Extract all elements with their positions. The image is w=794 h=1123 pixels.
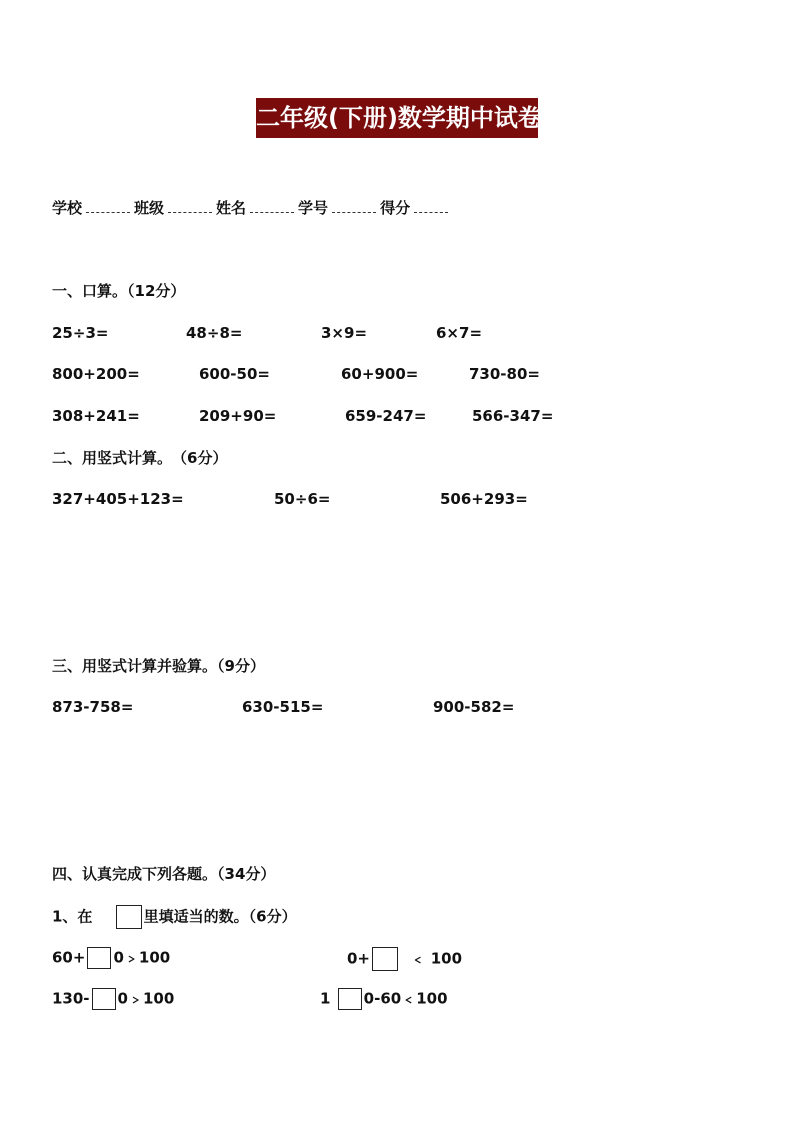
section4-heading: 四、认真完成下列各题。（34分） bbox=[52, 865, 276, 883]
fill-in-right: 0﹥100 bbox=[117, 989, 175, 1008]
question1-suffix: 里填适当的数。（6分） bbox=[143, 907, 297, 926]
fill-in-right: ﹤ 100 bbox=[410, 949, 463, 968]
mental-math-item: 659-247= bbox=[345, 407, 427, 425]
number-blank[interactable] bbox=[332, 200, 376, 213]
question1-instruction bbox=[52, 905, 297, 929]
vertical-calc-item: 506+293= bbox=[440, 490, 528, 508]
mental-math-item: 209+90= bbox=[199, 407, 277, 425]
fill-in-left: 60+ bbox=[52, 948, 86, 967]
vertical-calc-item: 50÷6= bbox=[274, 490, 331, 508]
fill-in-item bbox=[52, 947, 170, 969]
mental-math-item: 308+241= bbox=[52, 407, 140, 425]
section3-heading: 三、用竖式计算并验算。（9分） bbox=[52, 657, 265, 675]
name-label: 姓名 bbox=[216, 199, 247, 217]
mental-math-item: 25÷3= bbox=[52, 324, 109, 342]
check-calc-item: 900-582= bbox=[433, 698, 515, 716]
answer-box[interactable] bbox=[92, 988, 116, 1010]
score-blank[interactable] bbox=[414, 200, 448, 213]
check-calc-item: 873-758= bbox=[52, 698, 134, 716]
class-blank[interactable] bbox=[168, 200, 212, 213]
page-title: 二年级(下册)数学期中试卷 bbox=[256, 98, 538, 138]
section2-heading: 二、用竖式计算。 （6分） bbox=[52, 449, 228, 467]
mental-math-item: 800+200= bbox=[52, 365, 140, 383]
name-blank[interactable] bbox=[250, 200, 294, 213]
fill-in-item bbox=[52, 988, 174, 1010]
fill-in-item bbox=[320, 988, 448, 1010]
school-blank[interactable] bbox=[86, 200, 130, 213]
mental-math-item: 6×7= bbox=[436, 324, 483, 342]
class-label: 班级 bbox=[134, 199, 165, 217]
fill-in-left: 0+ bbox=[347, 949, 371, 968]
mental-math-item: 48÷8= bbox=[186, 324, 243, 342]
answer-box[interactable] bbox=[372, 947, 398, 971]
mental-math-item: 730-80= bbox=[469, 365, 540, 383]
mental-math-item: 600-50= bbox=[199, 365, 270, 383]
question1-prefix: 1、在 bbox=[52, 907, 93, 926]
fill-in-right: 0﹥100 bbox=[113, 948, 171, 967]
check-calc-item: 630-515= bbox=[242, 698, 324, 716]
fill-in-item bbox=[347, 947, 462, 971]
answer-box[interactable] bbox=[338, 988, 362, 1010]
fill-in-left: 130- bbox=[52, 989, 90, 1008]
mental-math-item: 566-347= bbox=[472, 407, 554, 425]
score-label: 得分 bbox=[380, 199, 411, 217]
answer-box[interactable] bbox=[87, 947, 111, 969]
fill-in-right: 0-60﹤100 bbox=[363, 989, 448, 1008]
section1-heading: 一、口算。（12分） bbox=[52, 282, 186, 300]
fill-in-left: 1 bbox=[320, 989, 331, 1008]
student-info-line bbox=[52, 198, 452, 218]
mental-math-item: 3×9= bbox=[321, 324, 368, 342]
school-label: 学校 bbox=[52, 199, 83, 217]
mental-math-item: 60+900= bbox=[341, 365, 419, 383]
answer-box-sample bbox=[116, 905, 142, 929]
vertical-calc-item: 327+405+123= bbox=[52, 490, 184, 508]
number-label: 学号 bbox=[298, 199, 329, 217]
